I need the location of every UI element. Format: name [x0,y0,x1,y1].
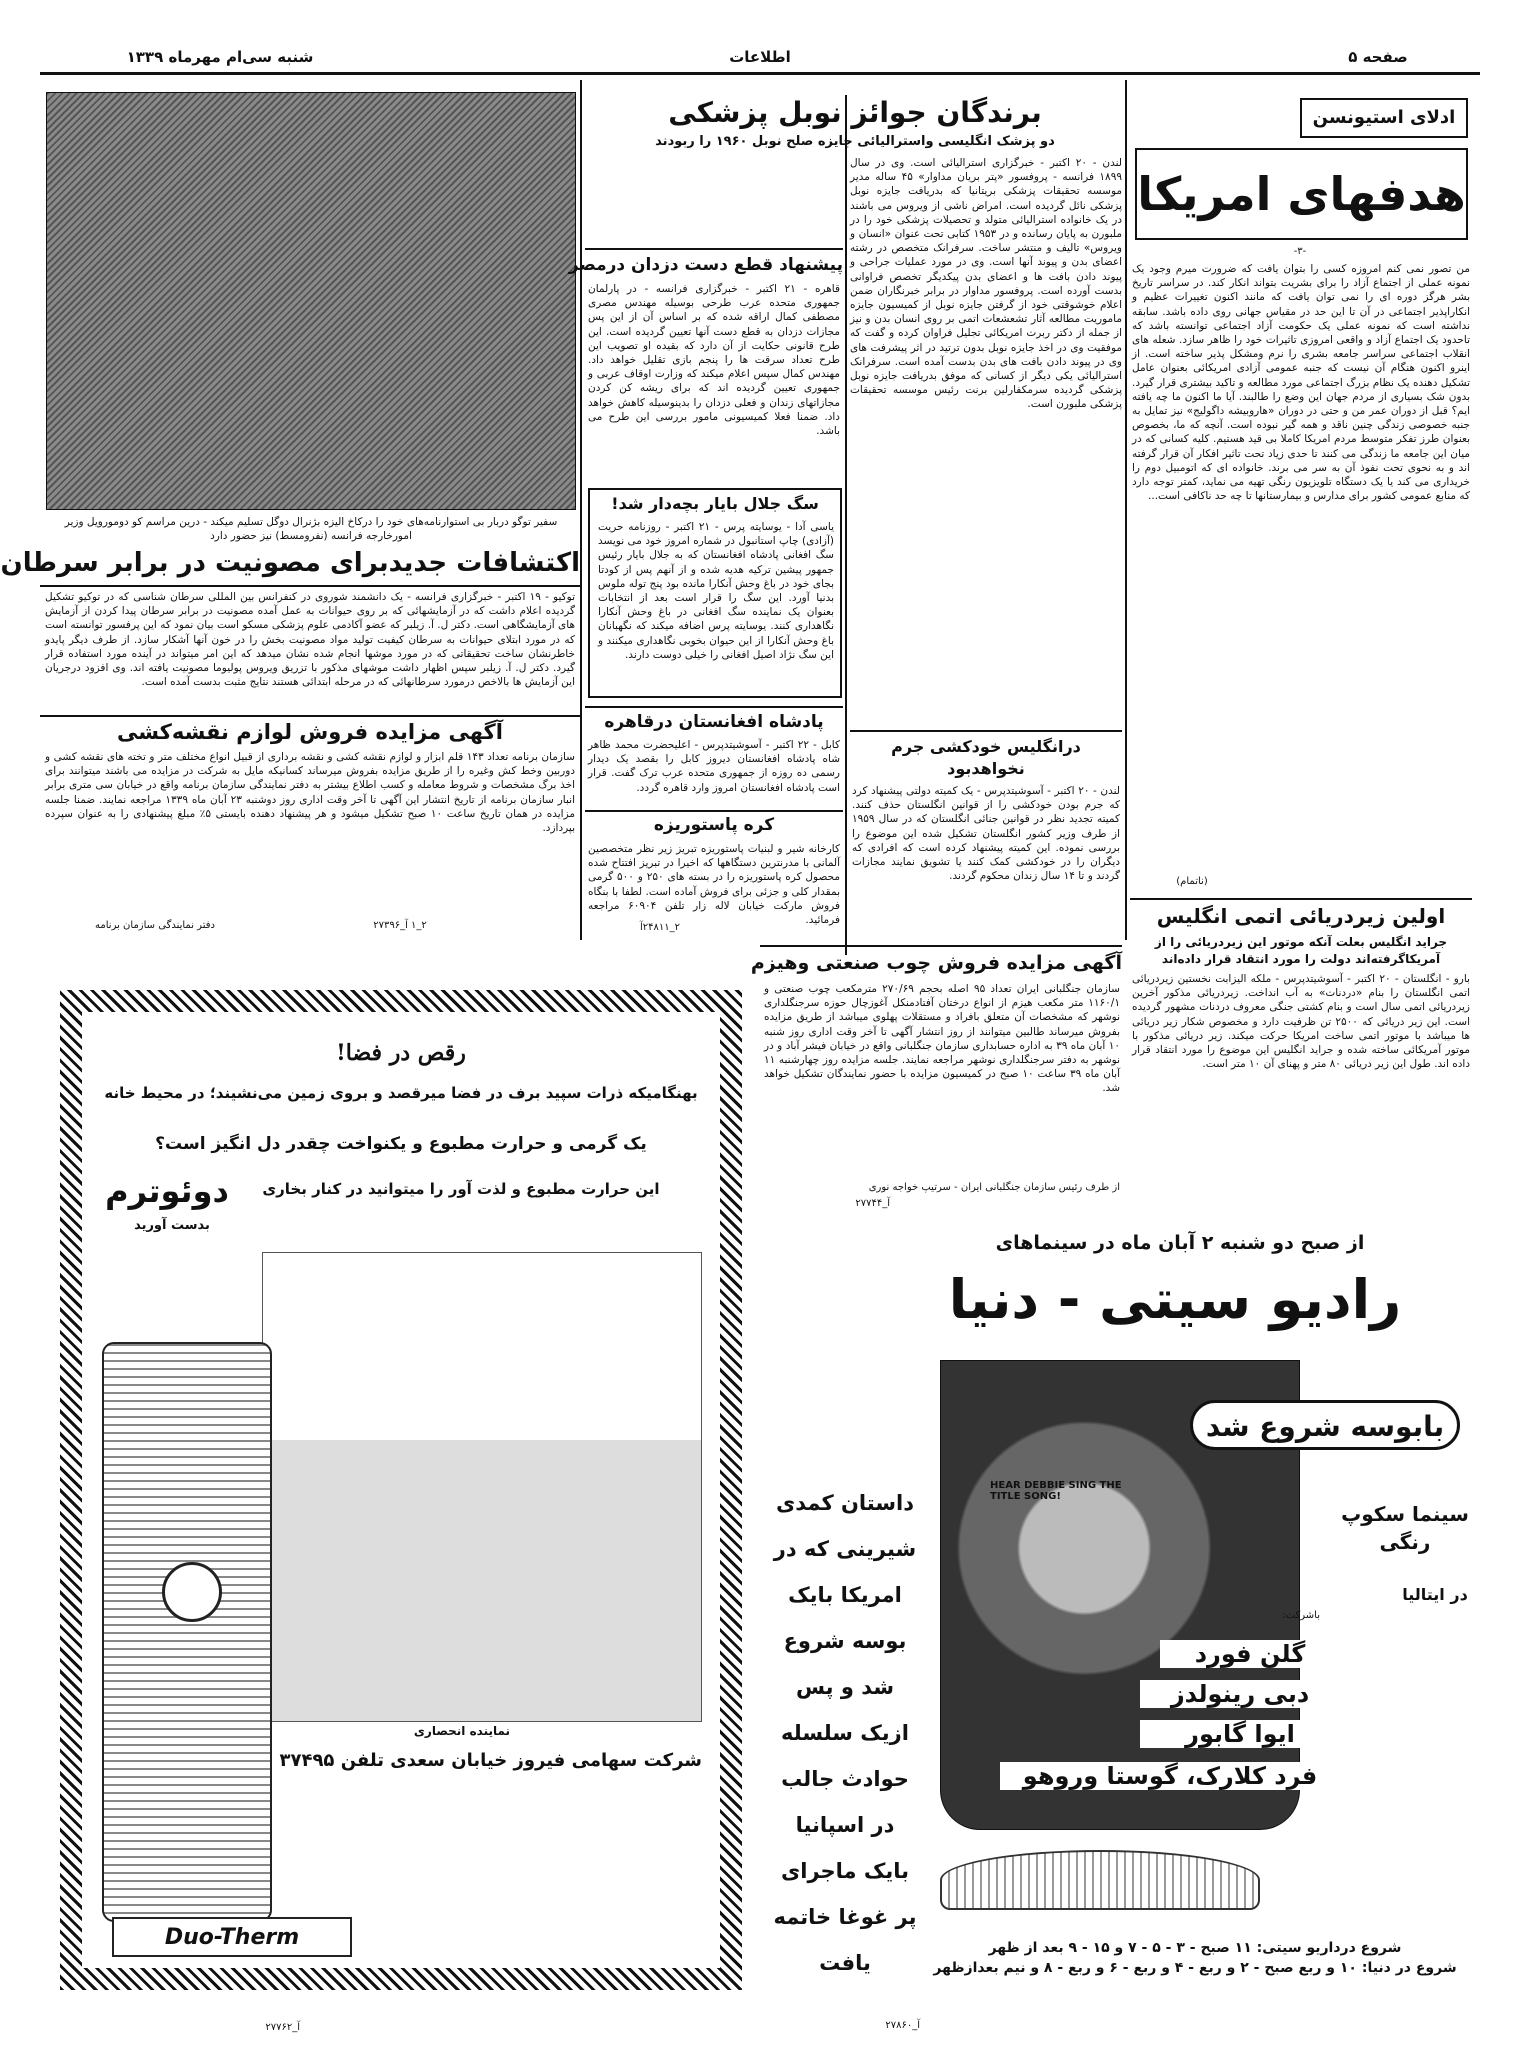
wood-rule [760,945,1122,947]
submarine-body: بارو - انگلستان - ۲۰ اکتبر - آسوشیتدپرس - ملکه الیزابت نخستین زیردریائی اتمی انگلستان را بنام «دردنات» به آب انداخت. زیردریائی مذکور آخرین زیردریائی اتمی سال است و بنام کشتی جنگی معروف دردنات مشهور گردیده است. این زیر دریائی که ۲۵۰۰ تن ظرفیت دارد و مخصوص شکار زیر دریائی ها میباشد با موتور اتمی ساخت امریکا حرکت میکند. زیر دریائی مذکور با موتور آمریکائی ساخته شده و جراید انگلیس این موضوع را مورد انتقاد قرار داده اند. طول این زیر دریائی ۸۰ متر و پهنای آن ۱۰ متر است. [1132,973,1470,1071]
cancer-title: اکتشافات جدیدبرای مصونیت در برابر سرطان [0,548,580,578]
nobel-body: لندن - ۲۰ اکتبر - خبرگزاری استرالیائی است. وی در سال ۱۸۹۹ فرانسه - پروفسور «پتر بریان مداوار» ۴۵ ساله مدیر موسسه تحقیقات پزشکی بریتانیا که بدریافت جایزه نوبل پزشکی نائل گردیده است. امراض ناشی از ویروس می باشند در یک خانواده استرالیائی متولد و تحصیلات پزشکی خود را در ملبورن به پایان رسانده و در ۱۹۵۳ کتابی تحت عنوان «انسان و ویروس» تالیف و منتشر ساخت. سرفرانک متخصص در رشته اعضای بدن و پیوند آنها است. وی در مورد عملیات جراحی و پیوند دادن بافت ها و اعضای بدن پیکدیگر تخصص فراوانی بدست آورده است. پروفسور مداوار در برابر خبرنگاران ضمن اعلام خوشوقتی خود از گرفتن جایزه نوبل از کمیسیون جایزه ماموریت مطالعه آثار تشعشعات اتمی بر روی انسان بدن و نیز از جمله از دکتر ربرت امریکائی تجلیل فراوان کرده و گفت که موفقیت وی در اخذ جایزه نوبل بدون ترتید در اثر پیشرفت های وی در پیوند دادن بافت های بدن بدست آمده است. سرفرانک استرالیائی یکی دیگر از کسانی که موفق بدریافت جایزه نوبل پزشکی گردیده سرمکفارلین برنت رئیس موسسه تحقیقات پزشکی ملبورن است. [850,157,1122,411]
cancer-body: توکیو - ۱۹ اکتبر - خبرگزاری فرانسه - یک دانشمند شوروی در کنفرانس بین المللی سرطان شناسی که در توکیو تشکیل گردیده اعلام داشت که در آزمایشهائی که بر روی حیوانات به عمل آمده مصونیت در برابر سرطان پیدا کردن از آزمایش های آزمایشگاهی است. دکتر ل. آ. زیلبر که عضو آکادمی علوم پزشکی مسکو است بیان نمود که این پرفسور توانسته است که در مورد ابتلای حیوانات به سرطان کیفیت تولید مواد مصونیت بخش را در خون آنها آشکار سازد. از طرف دیگر پایدو خاطرنشان ساخت تحقیقاتی که در مورد موشها انجام شده نشان میدهد که این امر میتواند در آینده مورد استفاده قرار گیرد. دکتر ل. آ. زیلبر سپس اظهار داشت موشهای مذکور با تزریق ویروس پولیوما مصونیت یافته اند. وی افزود درجریان این آزمایش ها بالاخص درمورد سرطانهائی که در مرحله ابتدائی هستند نتایج مثبت بدست آمده است. [45,591,575,689]
drafting-code: ۲_۱ آ_۲۷۳۹۶ [373,920,427,931]
pasteurized-body: کارخانه شیر و لبنیات پاستوریزه تبریز زیر نظر متخصصین آلمانی با مدرنترین دستگاهها که اخیرا در تبریز افتتاح شده محصول کره پاستوریزه را در بسته های ۲۵۰ و ۵۰۰ گرمی بمقدار کلی و جزئی برای فروش آماده است. لطفا با بنگاه فروش مارکت خیابان لاله زار تلفن ۶۰۹۰۴ مراجعه فرمائید. [588,843,840,927]
duotherm-title: رقص در فضا! [336,1040,466,1066]
afghan-body: کابل - ۲۲ اکتبر - آسوشیتدپرس - اعلیحضرت محمد ظاهر شاه پادشاه افغانستان دیروز کابل را بقصد یک دیدار رسمی ده روزه از جمهوری متحده عرب ترک گفت. قرار است پادشاه افغانستان امروز وارد قاهره گردد. [588,739,840,794]
drafting-rule-top [40,715,580,717]
boat-illustration [940,1850,1260,1910]
wood-signature: از طرف رئیس سازمان جنگلبانی ایران - سرتیپ خواجه نوری [868,1182,1120,1193]
film-story: داستان کمدی شیرینی که در امریکا بایک بوسه شروع شد و پس ازیک سلسله حوادث جالب در اسپانیا بایک ماجرای پر غوغا خاتمه یافت [773,1491,917,1975]
jalal-title: سگ جلال بایار بچه‌دار شد! [611,494,819,513]
drafting-body: سازمان برنامه تعداد ۱۴۳ قلم ابزار و لوازم نقشه کشی و نقشه برداری از قبیل انواع مختلف متر و تخته های نقشه کشی و دوربین وخط کش وغیره را از طریق مزایده بفروش میرساند کسانیکه مایل به شرکت در مزایده می باشند میتوانند برای اخذ برگ مشخصات و شروط معامله و کسب اطلاع بیشتر به دفتر نمایندگی سازمان برنامه واقع در خیابان سی متری برابر انبار سازمان برنامه از تاریخ انتشار این آگهی تا آخر وقت اداری روز دوشنبه ۲۳ آبان ماه ۱۳۳۹ مراجعه نمایند. ضمنا جلسه مزایده در همان تاریخ ساعت ۱۰ صبح تشکیل میشود و هر پیشنهاد دهنده بایستی ۵٪ مبلغ پیشنهادی را به عنوان سپرده بپردازد. [45,751,576,835]
pasteurized-rule [585,810,843,812]
stevenson-label: ادلای استیونسن [1300,98,1468,138]
family-illustration [262,1252,702,1722]
film-title: بابوسه شروع شد [1190,1400,1460,1450]
masthead-date: شنبه سی‌ام مهرماه ۱۳۳۹ [126,48,314,66]
cancer-rule [40,585,580,587]
cinema-times-2: شروع در دنیا: ۱۰ و ربع صبح - ۲ و ربع - ۴ و ربع - ۶ و ربع - ۸ و نیم بعدازظهر [933,1960,1457,1976]
duotherm-line2: یک گرمی و حرارت مطبوع و یکنواخت چقدر دل انگیز است؟ [155,1134,647,1154]
drafting-signature: دفتر نمایندگی سازمان برنامه [95,920,215,931]
drafting-title: آگهی مزایده فروش لوازم نقشه‌کشی [117,720,503,744]
film-cast-3: ایوا گابور [1140,1720,1340,1748]
submarine-rule [1130,898,1472,900]
stevenson-status: (ناتمام) [1176,876,1208,887]
duotherm-code: آ_۲۷۷۶۲ [265,2022,300,2033]
masthead-paper: اطلاعات [729,48,791,66]
column-rule [845,95,847,955]
wood-body: سازمان جنگلبانی ایران تعداد ۹۵ اصله بحجم ۲۷۰/۶۹ مترمکعب چوب صنعتی و ۱۱۶۰/۱ متر مکعب هیزم از انواع درختان آفتادمنکل آغوزچال حوزه سرجنگلداری نوشهر که مشخصات آن متعلق بافراد و مستقلات پهلوی میباشد از طریق مزایده بفروش میرساند طالبین میتوانند از روز انتشار آگهی تا آخر وقت اداری روز شنبه ۱۰ آبان ماه ۳۹ به اداره حسابداری سازمان جنگلبانی واقع در خیابان فیشر آباد و در نوشهر به دفتر سرجنگلداری نوشهر مراجعه نمایند. جلسه مزایده روز چهارشنبه ۱۱ آبان ماه ۳۹ ساعت ۱۰ صبح در کمیسیون مزایده با حضور نمایندگان تشکیل خواهد شد. [764,983,1121,1095]
cinema-code: آ_۲۷۸۶۰ [885,2020,920,2031]
submarine-subtitle: جراید انگلیس بعلت آنکه موتور این زیردریائی را از آمریکاگرفته‌اند دولت را مورد انتقاد قرار داده‌اند [1154,935,1448,966]
masthead-rule [40,72,1480,75]
wood-title: آگهی مزایده فروش چوب صنعتی وهیزم [750,952,1122,974]
duotherm-line3: این حرارت مطبوع و لذت آور را میتوانید در کنار بخاری [262,1180,660,1198]
column-rule [580,80,582,940]
nobel-title: برندگان جوائز نوبل پزشکی [668,96,1042,129]
film-song: HEAR DEBBIE SING THE TITLE SONG! [990,1480,1122,1502]
film-format: سینما سکوپ رنگی [1341,1502,1469,1554]
egypt-body: قاهره - ۲۱ اکتبر - خبرگزاری فرانسه - در پارلمان جمهوری متحده عرب طرحی بوسیله مهندس مصری مصطفی کمال اراقه شده که بر اساس آن از این پس مجازات دزدان به قطع دست آنها تعیین گردیده است. این طرح قانونی حکایت از آن دارد که بقیده او تصویب این طرح تعداد سرقت ها را پنجم بازی تقلیل خواهد داد. مهندس کمال سپس اعلام میکند که وزارت اوقاف عربی و جمهوری تعیین گردیده اند که برای ریشه کن کردن مجازاتهای زندان و فعلی دزدان را بدینوسیله کاهش خواهد داد. ضمنا فعلا کمیسیونی مامور بررسی این طرح می باشد. [588,283,840,438]
stevenson-title: هدفهای امریکا [1135,148,1468,240]
cinema-names: رادیو سیتی - دنیا [948,1268,1402,1331]
column-rule [1125,80,1127,940]
stevenson-part: -۳- [1293,246,1307,257]
stevenson-body: من تصور نمی کنم امروزه کسی را بتوان یافت که ضرورت میرم وجود یک نمونه عملی از اجتماع آزاد را برای بشریت بتواند انکار کند. در سراسر تاریخ بشر هرگز دوره ای را نمی توان یافت که مانند اکنون تغییرات عظیم و انکاراپذیر اجتماعی در آن تا این حد در مقیاس جهانی روی داده باشد. سابقه نداشته است که نمونه عملی یک حکومت آزاد اجتماعی توانسته باشد که تاحدود یک اجتماع آزاد و واقعی امروزی تاثیرات خود را ظاهر سازد. شعله های انقلاب اجتماعی سراسر جامعه بشری را نرم ومشکل پذیر ساخته است. از اینرو اکنون هنگام آن نیست که جنبه عمومی آزادی امریکائی بعنوان عامل تشکیل دهنده یک نظام بزرگ اجتماعی مورد مطالعه و تاکید بیشتری قرار گیرد. بدون شک بسیاری از مردم جهان این وضع را طالبند. آیا ما اکنون ما چه یافته ایم؟ قبل از دوران عمر من و حتی در دوران «هاروبیشه داگولیج» نیز تمایل به جنبه خصوصی زندگی چنین ناقد و همه گیر نبوده است. آنچه که ما، بخصوص بعنوان طرز تفکر متوسط مردم امریکا کاملا بی قید هستیم. کلیه کسانی که در میان این جامعه ما زندگی می کنند تا حدی زیاد تحت تاثیر افکار آن قرار گرفته اند و به نحوی تحت نفوذ آن به سر می برند. خانواده ای که اتومبیل دوم را خریداری می کند یا یک دستگاه تلویزیون رنگی تهیه می نماید، کمتر توجه دارد که منابع عمومی کشور برای مدارس و بیمارستانها تا چه حد ناکافی است... [1132,263,1470,503]
film-cast-4: فرد کلارک، گوستا وروهو [1000,1762,1340,1790]
duotherm-agent-label: نماینده انحصاری [413,1724,511,1738]
suicide-rule [850,730,1122,732]
egypt-rule [585,248,843,250]
masthead [0,0,1518,80]
masthead-page: صفحه ۵ [1348,48,1408,66]
pasteurized-title: کره پاستوریزه [653,815,775,835]
nobel-subtitle: دو پزشک انگلیسی واسترالیائی جایزه صلح نوبل ۱۹۶۰ را ربودند [655,134,1055,149]
film-cast-label: باشرکت: [1282,1610,1320,1621]
afghan-rule [585,706,843,708]
suicide-body: لندن - ۲۰ اکتبر - آسوشیتدپرس - یک کمیته دولتی پیشنهاد کرد که جرم بودن خودکشی را از قوانین انگلستان حذف کنند. کمیته تجدید نظر در قوانین جنائی انگلستان که در سال ۱۹۵۹ از طرف وزیر کشور انگلستان تشکیل شده این موضوع را بررسی نموده. این کمیته پیشنهاد کرده است که افرادی که دیگران را در خودکشی کمک کنند یا تشویق نمایند مجازات گردند و تا ۱۴ سال زندان محکوم گردند. [852,785,1121,883]
jalal-box [588,488,842,698]
wood-code: آ_۲۷۷۴۴ [855,1198,890,1209]
cinema-times-1: شروع درداریو سیتی: ۱۱ صبح - ۳ - ۵ - ۷ و ۱۵ - ۹ بعد از ظهر [988,1940,1402,1956]
embassy-caption: سفیر توگو دربار بی استوارنامه‌های خود را درکاخ الیزه بژنرال دوگل تسلیم میکند - درین مراسم کو دومورویل وزیر امورخارجه فرانسه (نفرومسط) نیز حضور دارد [64,516,558,542]
afghan-title: پادشاه افغانستان درقاهره [604,712,824,732]
duotherm-cta: بدست آورید [134,1218,210,1233]
embassy-photo [46,92,576,510]
duotherm-line1: بهنگامیکه ذرات سپید برف در فضا میرقصد و بروی زمین می‌نشیند؛ در محیط خانه [104,1084,698,1102]
jalal-body: یاسی آدا - یوسایته پرس - ۲۱ اکتبر - روزنامه حریت (آزادی) چاپ استانبول در شماره امروز خود می نویسد سگ افغانی پادشاه افغانستان که به جلال بایار رئیس جمهور پیشین ترکیه هدیه شده و از آنهم پس از کودتا بجای خود در باغ وحش آنکارا مانده بود پنج توله ملوس بدنیا آورد. این سگ را قرار است بعد از انتخابات بعنوان یک نماینده سگ افغانی در باغ وحش آنکارا نگاهداری کنند. یوسایته پرس اضافه میکند که نگهبانان باغ وحش آنکارا از این حیوان بخوبی نگاهداری میکنند و این سگ نژاد اصیل افغانی را خیلی دوست دارند. [598,521,834,661]
film-italy: در ایتالیا [1402,1585,1468,1604]
egypt-title: پیشنهاد قطع دست دزدان درمصر [568,255,843,275]
film-cast-2: دبی رینولدز [1140,1680,1340,1708]
duotherm-company: شرکت سهامی فیروز خیابان سعدی تلفن ۳۷۴۹۵ [279,1750,702,1771]
heater-illustration [102,1342,272,1922]
cinema-headline: از صبح دو شنبه ۲ آبان ماه در سینماهای [995,1232,1365,1254]
submarine-title: اولین زیردریائی اتمی انگلیس [1156,904,1446,928]
heater-dial-icon [162,1562,222,1622]
suicide-title: درانگلیس خودکشی جرم نخواهدبود [891,737,1081,778]
duotherm-ad [82,1012,720,1968]
pasteurized-code: ۲_۲۴۸۱۱آ [639,922,680,933]
duotherm-brand: دوئوترم [105,1172,229,1210]
duotherm-badge: Duo-Therm [112,1917,352,1957]
film-cast-1: گلن فورد [1160,1640,1340,1668]
